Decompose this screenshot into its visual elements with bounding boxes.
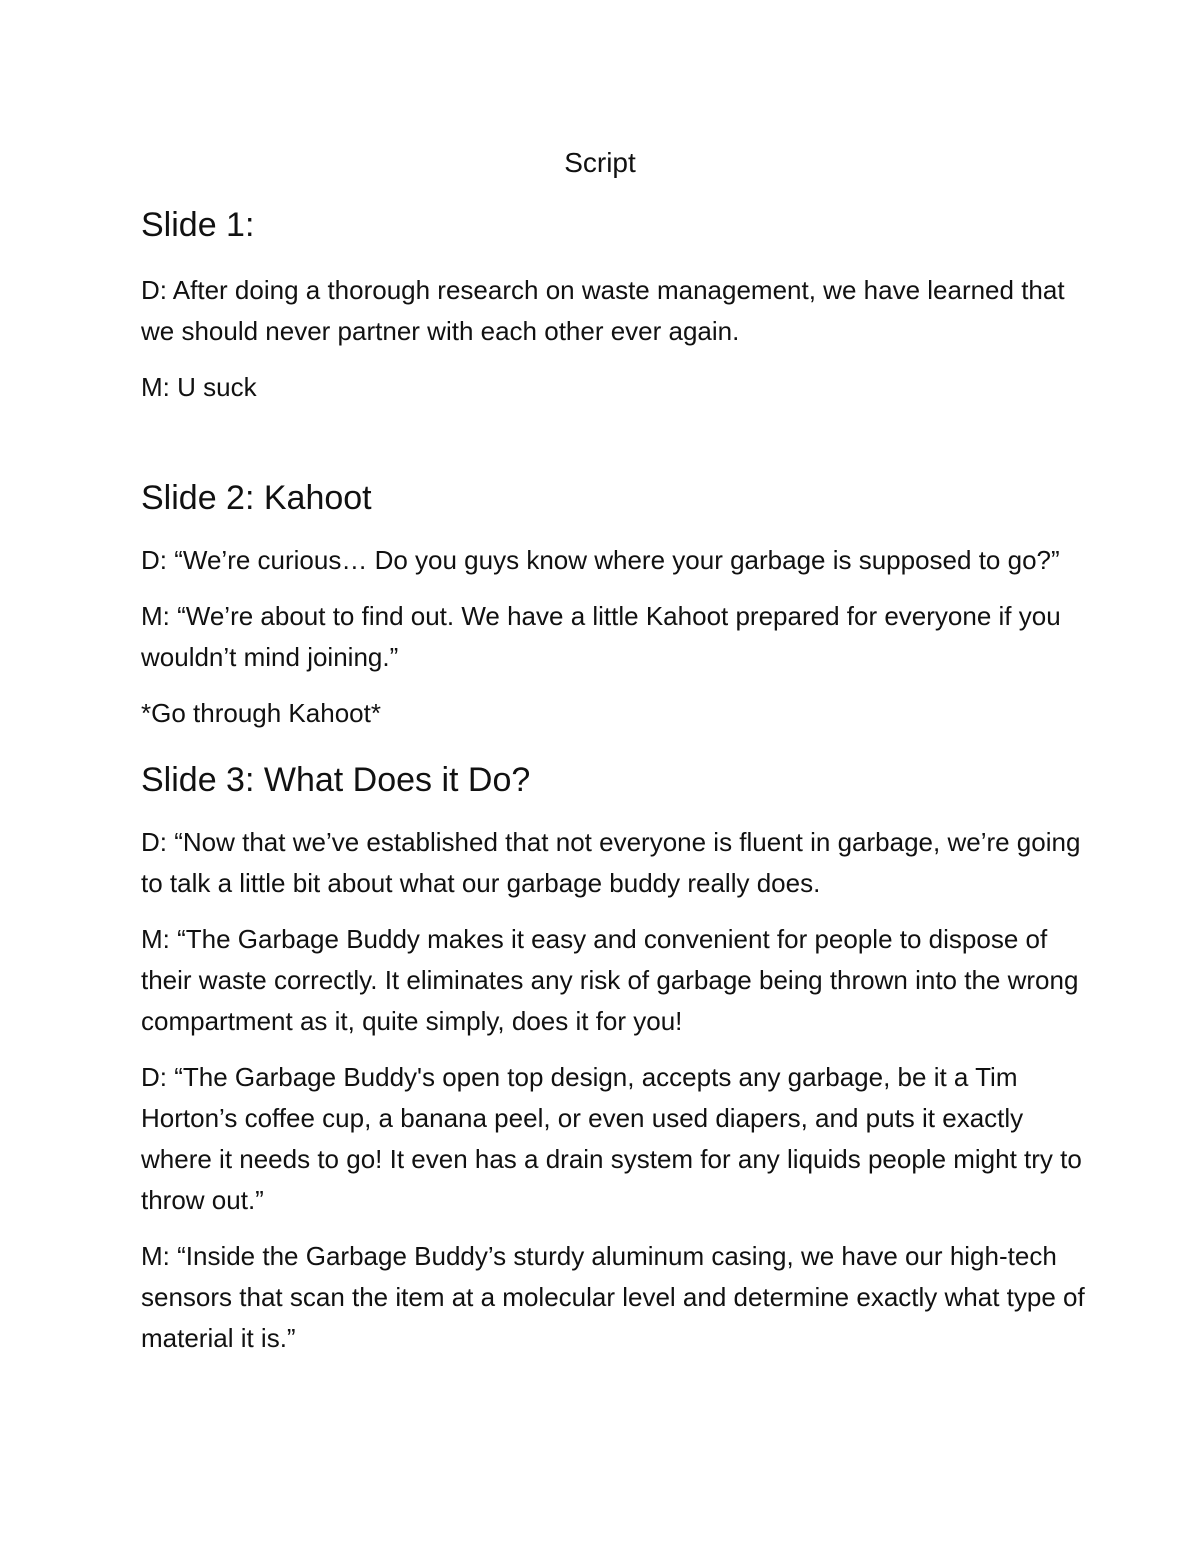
slide-3-paragraph-2: M: “The Garbage Buddy makes it easy and convenient for people to dispose of their waste correctly. It eliminates any risk of garbage being thrown into the wrong compartment as it, quite simply, does it for you! bbox=[141, 924, 1079, 1036]
slide-2-paragraph-3: *Go through Kahoot* bbox=[141, 698, 381, 728]
slide-2-paragraph-2: M: “We’re about to find out. We have a little Kahoot prepared for everyone if you wouldn’t mind joining.” bbox=[141, 601, 1061, 672]
slide-3-paragraph-3: D: “The Garbage Buddy's open top design, accepts any garbage, be it a Tim Horton’s coffee cup, a banana peel, or even used diapers, and puts it exactly where it needs to go! It even has a drain system for any liquids people might try to throw out.” bbox=[141, 1062, 1082, 1215]
slide-3-paragraph-1: D: “Now that we’ve established that not everyone is fluent in garbage, we’re going to talk a little bit about what our garbage buddy really does. bbox=[141, 827, 1081, 898]
slide-1-heading: Slide 1: bbox=[141, 206, 255, 244]
slide-1-paragraph-1: D: After doing a thorough research on waste management, we have learned that we should never partner with each other ever again. bbox=[141, 275, 1065, 346]
slide-3-heading: Slide 3: What Does it Do? bbox=[141, 761, 531, 799]
document-body bbox=[141, 203, 1091, 1359]
slide-3-paragraph-4: M: “Inside the Garbage Buddy’s sturdy aluminum casing, we have our high-tech sensors that scan the item at a molecular level and determine exactly what type of material it is.” bbox=[141, 1241, 1085, 1353]
slide-1-paragraph-2: M: U suck bbox=[141, 372, 257, 402]
slide-2-heading: Slide 2: Kahoot bbox=[141, 479, 372, 517]
slide-2-paragraph-1: D: “We’re curious… Do you guys know where your garbage is supposed to go?” bbox=[141, 545, 1060, 575]
document-title: Script bbox=[564, 147, 636, 178]
